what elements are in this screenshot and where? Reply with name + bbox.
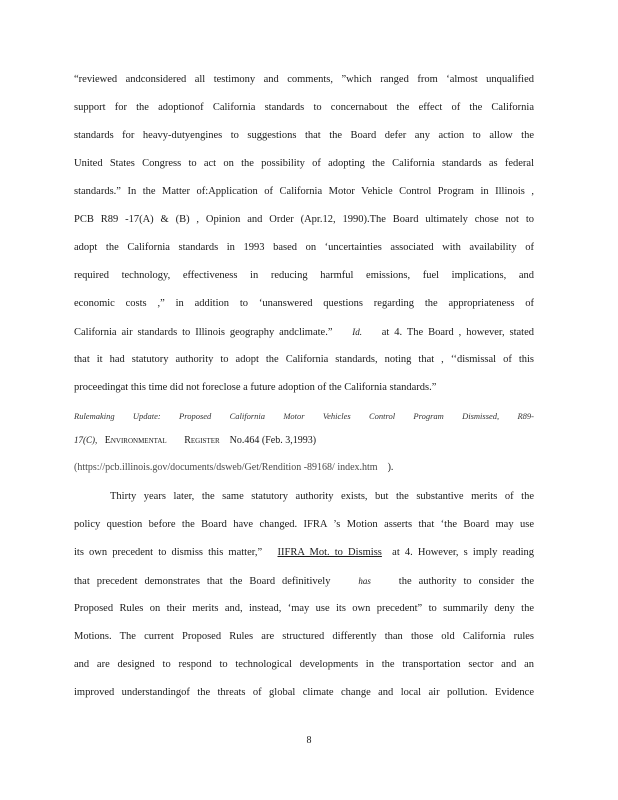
text-span: IIFRA Mot. to Dismiss	[277, 547, 382, 558]
text-line: United States Congress to act on the possibility of adopting the California standards as federal	[74, 158, 534, 169]
text-span: California air standards to Illinois geography andclimate.”	[74, 327, 333, 338]
text-line: standards.” In the Matter of:Application of California Motor Vehicle Control Program in Illinois ,	[74, 186, 534, 197]
id-citation: Id.	[352, 327, 362, 337]
text-line: Motions. The current Proposed Rules are structured differently than those old California rules	[74, 631, 534, 642]
text-line: Proposed Rules on their merits and, instead, ‘may use its own precedent” to summarily deny the	[74, 603, 534, 614]
text-line: and are designed to respond to technological developments in the transportation sector and an	[74, 659, 534, 670]
text-line: adopt the California standards in 1993 based on ‘uncertainties associated with availability of	[74, 242, 534, 253]
text-line: economic costs ,” in addition to ‘unanswered questions regarding the appropriateness of	[74, 298, 534, 309]
text-span: 17(C),	[74, 435, 98, 445]
text-span: Register	[184, 435, 220, 446]
text-line	[74, 574, 534, 589]
citation-line	[74, 461, 534, 475]
text-line: policy question before the Board have changed. IFRA ’s Motion asserts that ‘the Board may use	[74, 519, 534, 530]
text-line: standards for heavy-dutyengines to suggestions that the Board defer any action to allow the	[74, 130, 534, 141]
text-line: “reviewed andconsidered all testimony and comments, ”which ranged from ‘almost unqualified	[74, 74, 534, 85]
text-span: the authority to consider the	[398, 576, 534, 587]
text-span: ).	[387, 462, 394, 473]
text-line: improved understandingof the threats of global climate change and local air pollution. Evidence	[74, 687, 534, 698]
page-number: 8	[306, 735, 312, 746]
citation-url-link[interactable]: (https://pcb.illinois.gov/documents/dsweb/Get/Rendition -89168/ index.htm	[74, 462, 378, 473]
text-line: support for the adoptionof California standards to concernabout the effect of the California	[74, 102, 534, 113]
text-line	[74, 546, 534, 560]
text-span: No.464 (Feb. 3,1993)	[229, 435, 317, 446]
text-span: at 4. However, s imply reading	[392, 547, 535, 558]
citation-line	[74, 433, 534, 448]
text-line: required technology, effectiveness in reducing harmful emissions, fuel implications, and	[74, 270, 534, 281]
text-span: its own precedent to dismiss this matter,”	[74, 547, 263, 558]
text-span: Environmental	[104, 435, 167, 446]
text-line: PCB R89 -17(A) & (B) , Opinion and Order (Apr.12, 1990).The Board ultimately chose not to	[74, 214, 534, 225]
text-line	[74, 325, 534, 340]
citation-line: Rulemaking Update: Proposed California Motor Vehicles Control Program Dismissed, R89-	[74, 411, 534, 421]
text-span: that precedent demonstrates that the Board definitively	[74, 576, 331, 587]
text-span: at 4. The Board , however, stated	[381, 327, 535, 338]
text-span: has	[358, 576, 371, 586]
text-line: Thirty years later, the same statutory authority exists, but the substantive merits of the	[110, 491, 534, 502]
text-line: that it had statutory authority to adopt the California standards, noting that , ‘‘dismissal of this	[74, 354, 534, 365]
text-line: proceedingat this time did not foreclose a future adoption of the California standards.”	[74, 382, 437, 393]
